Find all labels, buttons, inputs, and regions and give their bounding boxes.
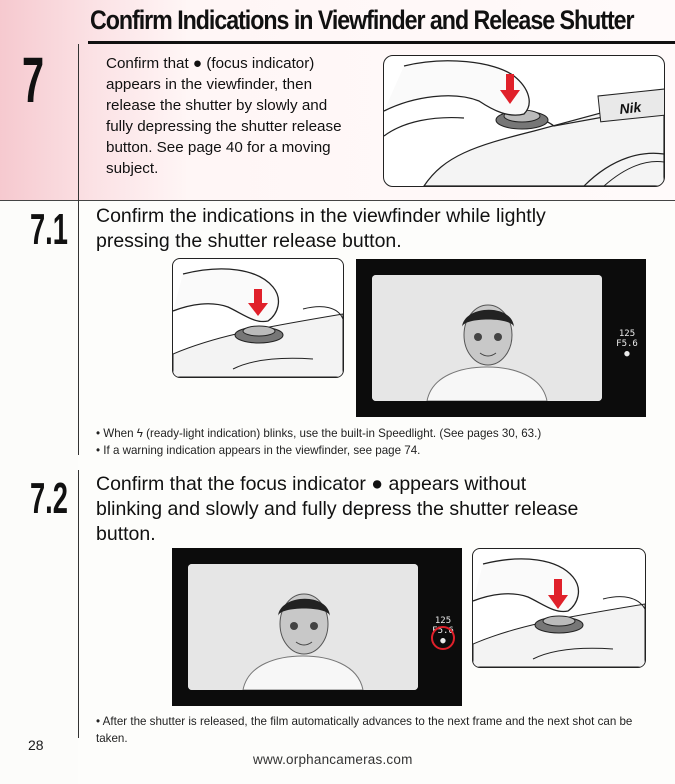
viewfinder-display-7-1 <box>356 259 646 417</box>
step72-notes <box>96 713 641 747</box>
step7-line: appears in the viewfinder, then <box>106 76 313 93</box>
note-item: • After the shutter is released, the film automatically advances to the next frame and the next shot can be taken. <box>96 713 641 747</box>
note-item: • If a warning indication appears in the viewfinder, see page 74. <box>96 442 666 459</box>
note-item: • When ϟ (ready-light indication) blinks, use the built-in Speedlight. (See pages 30, 63.) <box>96 425 666 442</box>
step7-line: subject. <box>106 160 159 177</box>
viewfinder-display-7-2 <box>172 548 462 706</box>
finger-press-illustration <box>172 258 344 378</box>
page-title: Confirm Indications in Viewfinder and Release Shutter <box>90 5 634 35</box>
focus-indicator-highlight-circle <box>431 626 455 650</box>
finger-press-illustration <box>472 548 646 668</box>
focus-indicator-icon: ● <box>440 636 446 646</box>
viewfinder-readout <box>612 329 642 359</box>
aperture-readout: F5.6 <box>432 626 454 636</box>
step-number-7-1: 7.1 <box>30 205 68 254</box>
step72-heading-line: button. <box>96 523 156 545</box>
step7-line: fully depressing the shutter release <box>106 118 342 135</box>
camera-drawing <box>384 56 664 186</box>
step71-notes <box>96 425 666 459</box>
step7-line: button. See page 40 for a moving <box>106 139 331 156</box>
section-divider <box>0 200 675 201</box>
step7-instructions <box>106 53 376 179</box>
step71-heading-line: pressing the shutter release button. <box>96 230 402 252</box>
focus-indicator-icon: ● <box>624 349 630 359</box>
viewfinder-photo <box>188 564 418 690</box>
title-rule <box>88 41 675 44</box>
step-divider-vertical <box>78 44 79 200</box>
step71-heading <box>96 204 666 254</box>
step7-line: release the shutter by slowly and <box>106 97 328 114</box>
camera-brand-text: Nik <box>618 98 642 117</box>
footer-url: www.orphancameras.com <box>253 752 413 767</box>
camera-shutter-illustration <box>383 55 665 187</box>
step72-heading-line: Confirm that the focus indicator ● appears without <box>96 473 527 495</box>
step71-divider-vertical <box>78 200 79 455</box>
step72-heading-line: blinking and slowly and fully depress the shutter release <box>96 498 579 520</box>
shutter-speed-readout: 125 <box>618 329 636 339</box>
step7-line: Confirm that ● (focus indicator) <box>106 55 315 72</box>
step72-heading <box>96 472 666 547</box>
shutter-speed-readout: 125 <box>434 616 452 626</box>
step71-heading-line: Confirm the indications in the viewfinder while lightly <box>96 205 546 227</box>
step-number-7-2: 7.2 <box>30 474 68 523</box>
step-number-7: 7 <box>22 44 45 116</box>
viewfinder-photo <box>372 275 602 401</box>
aperture-readout: F5.6 <box>616 339 638 349</box>
step72-divider-vertical <box>78 470 79 738</box>
page-number: 28 <box>28 737 44 753</box>
